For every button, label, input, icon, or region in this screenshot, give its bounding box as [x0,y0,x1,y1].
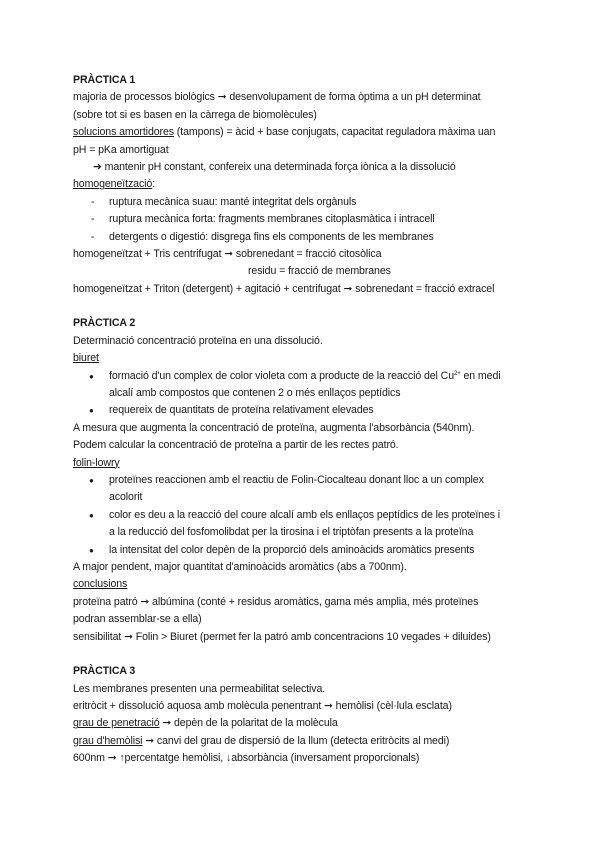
text-line: A mesura que augmenta la concentració de proteïna, augmenta l'absorbància (540nm). [73,421,475,434]
text-line [73,176,533,193]
arrow-line: ➔ mantenir pH constant, confereix una determinada força iònica a la dissolució [93,160,456,173]
section-title-practica-2: PRÀCTICA 2 [73,317,136,330]
text-line: 600nm ➞ ↑percentatge hemòlisi, ↓absorbància (inversament proporcionals) [73,752,420,765]
dash-marker: - [91,230,95,243]
bullet-list-item [73,542,533,559]
list-item-text: requereix de quantitats de proteïna relativament elevades [109,404,374,417]
bullet-list-item [73,472,533,489]
underlined-term: solucions amortidores [73,126,174,139]
dash-list-item [73,194,533,211]
list-item-text: ruptura mecànica forta: fragments membranes citoplasmàtica i intracell [109,213,435,226]
text-line: Les membranes presenten una permeabilitat selectiva. [73,682,326,695]
text-line: homogeneïtzat + Tris centrifugat ➞ sobrenedant = fracció citosòlica [73,247,382,260]
text-line: podran assemblar-se a ella) [73,613,202,626]
text-span: ➞ canvi del grau de dispersió de la llum (detecta eritròcits al medi) [142,734,450,747]
list-item-text: ruptura mecànica suau: manté integritat dels orgànuls [109,195,357,208]
text-line: Podem calcular la concentració de proteïna a partir de les rectes patró. [73,439,399,452]
text-line: (sobre tot si es basen en la càrrega de biomolècules) [73,108,317,121]
list-item-text: detergents o digestió: disgrega fins els components de les membranes [109,230,434,243]
list-item-continuation: a la reducció del fosfomolibdat per la tirosina i el triptòfan presents a la proteïna [109,526,474,539]
list-item-continuation: acolorit [109,491,143,504]
underlined-term: grau d'hemòlisi [73,734,143,747]
superscript: 2+ [454,370,461,377]
text-line: eritròcit + dissolució aquosa amb molècula penentrant ➞ hemòlisi (cèl·lula esclata) [73,700,452,713]
text-line [73,733,533,750]
text-line: pH = pKa amortiguat [73,143,169,156]
list-item-continuation: alcalí amb compostos que contenen 2 o més enllaços peptídics [109,387,401,400]
bullet-marker: ● [89,510,94,520]
spacer [73,646,533,663]
list-item-text: la intensitat del color depèn de la proporció dels aminoàcids aromàtics presents [109,543,475,556]
text-line: sensibilitat ➞ Folin > Biuret (permet fer la patró amb concentracions 10 vegades + diluides) [73,630,491,643]
text-line: majoria de processos biològics ➞ desenvolupament de forma òptima a un pH determinat [73,91,481,104]
bullet-marker: ● [89,475,94,485]
list-item-text: en medi [460,369,501,382]
list-item-text: formació d'un complex de color violeta com a producte de la reacció del Cu [109,369,454,382]
text-span: ➞ depèn de la polaritat de la molècula [159,717,338,730]
underlined-term: conclusions [73,578,128,591]
text-span: : [152,178,156,191]
text-line [73,124,533,141]
dash-marker: - [91,213,95,226]
text-line: proteïna patró ➞ albúmina (conté + residus aromàtics, gama més amplia, més proteïnes [73,595,479,608]
bullet-marker: ● [89,545,94,555]
dash-marker: - [91,195,95,208]
dash-list-item [73,229,533,246]
list-item-text: proteïnes reaccionen amb el reactiu de Folin-Ciocalteau donant lloc a un complex [109,473,484,486]
section-title-practica-3: PRÀCTICA 3 [73,665,136,678]
document-content [73,72,533,768]
underlined-term: biuret [73,352,99,365]
bullet-list-item [73,402,533,419]
text-span: (tampons) = àcid + base conjugats, capacitat reguladora màxima uan [173,126,496,139]
text-line: Determinació concentració proteïna en una dissolució. [73,334,323,347]
dash-list-item [73,211,533,228]
list-item-text: color es deu a la reacció del coure alcalí amb els enllaços peptídics de les proteïnes i [109,508,501,521]
bullet-list-item [73,507,533,524]
bullet-list-item [73,368,533,385]
section-title-practica-1: PRÀCTICA 1 [73,74,136,86]
text-line: residu = fracció de membranes [248,265,391,278]
text-line: homogeneïtzat + Triton (detergent) + agitació + centrifugat ➞ sobrenedant = fracció extracel [73,282,495,295]
text-line: A major pendent, major quantitat d'aminoàcids aromàtics (abs a 700nm). [73,560,407,573]
underlined-term: homogeneïtzació [73,178,153,191]
bullet-marker: ● [89,371,94,381]
bullet-marker: ● [89,406,94,416]
underlined-term: grau de penetració [73,717,160,730]
text-line [73,715,533,732]
underlined-term: folin-lowry [73,456,120,469]
spacer [73,298,533,315]
